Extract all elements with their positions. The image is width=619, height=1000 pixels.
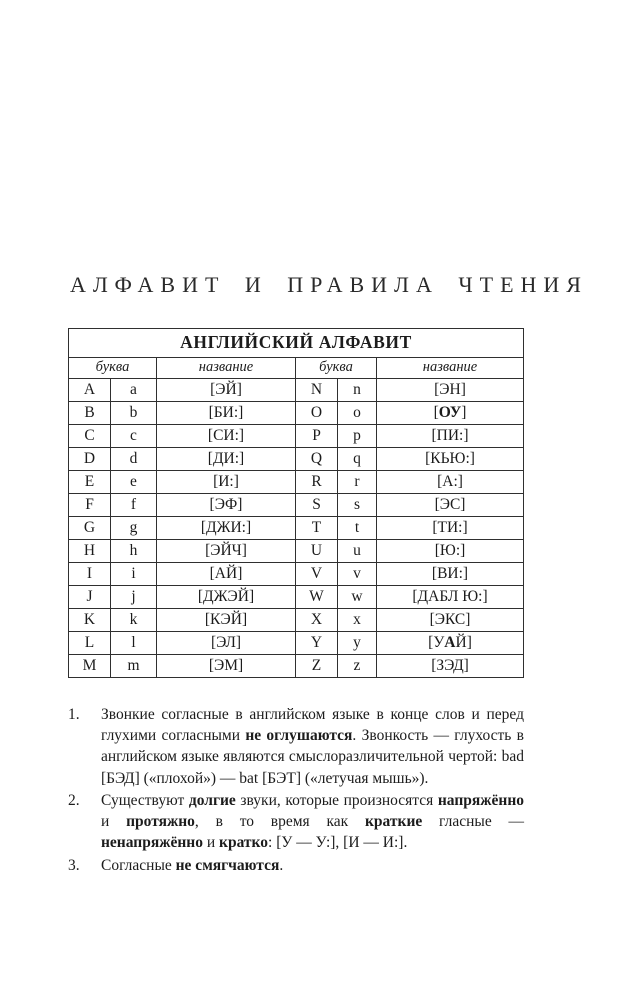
column-header-letter-right: буква (296, 358, 377, 379)
table-row (69, 655, 524, 678)
column-header-name-left: название (157, 358, 296, 379)
alphabet-table-body (69, 379, 524, 678)
letter-lower-cell: t (338, 517, 377, 540)
letter-lower-cell: s (338, 494, 377, 517)
table-row (69, 494, 524, 517)
letter-lower-cell: x (338, 609, 377, 632)
table-row (69, 540, 524, 563)
name-cell: [ЗЭД] (377, 655, 524, 678)
note-item (68, 790, 524, 854)
letter-upper-cell: P (296, 425, 338, 448)
note-text: Существуют долгие звуки, которые произносятся напряжённо и протяжно, в то время как краткие гласные — ненапряжённо и кратко: [У — У:], [И — И:]. (101, 791, 525, 852)
name-cell: [КЬЮ:] (377, 448, 524, 471)
letter-upper-cell: Y (296, 632, 338, 655)
letter-upper-cell: I (69, 563, 111, 586)
letter-upper-cell: A (69, 379, 111, 402)
table-row (69, 402, 524, 425)
letter-upper-cell: H (69, 540, 111, 563)
note-number: 1. (68, 706, 80, 723)
letter-lower-cell: j (111, 586, 157, 609)
table-row (69, 632, 524, 655)
notes-list (68, 704, 524, 876)
letter-upper-cell: D (69, 448, 111, 471)
letter-upper-cell: U (296, 540, 338, 563)
table-row (69, 425, 524, 448)
name-cell: [ЭФ] (157, 494, 296, 517)
letter-upper-cell: F (69, 494, 111, 517)
letter-lower-cell: d (111, 448, 157, 471)
letter-lower-cell: f (111, 494, 157, 517)
letter-lower-cell: o (338, 402, 377, 425)
letter-upper-cell: T (296, 517, 338, 540)
name-cell: [А:] (377, 471, 524, 494)
alphabet-table (68, 328, 524, 678)
name-cell: [ЭЙ] (157, 379, 296, 402)
letter-lower-cell: u (338, 540, 377, 563)
name-cell: [ДЖИ:] (157, 517, 296, 540)
note-number: 3. (68, 856, 80, 874)
letter-upper-cell: X (296, 609, 338, 632)
name-cell: [ЭЙЧ] (157, 540, 296, 563)
table-row (69, 471, 524, 494)
name-cell: [ДАБЛ Ю:] (377, 586, 524, 609)
letter-upper-cell: O (296, 402, 338, 425)
letter-lower-cell: b (111, 402, 157, 425)
letter-upper-cell: R (296, 471, 338, 494)
letter-lower-cell: k (111, 609, 157, 632)
letter-upper-cell: C (69, 425, 111, 448)
name-cell: [ЭЛ] (157, 632, 296, 655)
letter-lower-cell: q (338, 448, 377, 471)
letter-upper-cell: W (296, 586, 338, 609)
letter-upper-cell: B (69, 402, 111, 425)
name-cell: [ЭМ] (157, 655, 296, 678)
name-cell: [ПИ:] (377, 425, 524, 448)
letter-upper-cell: J (69, 586, 111, 609)
table-row (69, 448, 524, 471)
letter-lower-cell: v (338, 563, 377, 586)
letter-lower-cell: c (111, 425, 157, 448)
letter-upper-cell: S (296, 494, 338, 517)
note-item (68, 855, 524, 876)
name-cell: [ДИ:] (157, 448, 296, 471)
name-cell: [БИ:] (157, 402, 296, 425)
letter-lower-cell: i (111, 563, 157, 586)
table-title-row (69, 329, 524, 358)
letter-lower-cell: y (338, 632, 377, 655)
table-row (69, 586, 524, 609)
letter-lower-cell: e (111, 471, 157, 494)
name-cell: [ЭН] (377, 379, 524, 402)
table-row (69, 379, 524, 402)
note-text: Звонкие согласные в английском языке в конце слов и перед глухими согласными не оглушаются. Звонкость — глухость в английском языке являются смыслоразличительной чертой: bad [БЭД] («плохой») — bat [БЭТ] («летучая мышь»). (101, 706, 524, 787)
letter-upper-cell: M (69, 655, 111, 678)
letter-upper-cell: V (296, 563, 338, 586)
name-cell: [ЭКС] (377, 609, 524, 632)
letter-upper-cell: N (296, 379, 338, 402)
letter-lower-cell: r (338, 471, 377, 494)
letter-upper-cell: Q (296, 448, 338, 471)
table-row (69, 563, 524, 586)
letter-upper-cell: Z (296, 655, 338, 678)
letter-lower-cell: z (338, 655, 377, 678)
letter-lower-cell: n (338, 379, 377, 402)
page-title: АЛФАВИТ И ПРАВИЛА ЧТЕНИЯ (70, 272, 588, 297)
table-title: АНГЛИЙСКИЙ АЛФАВИТ (69, 329, 524, 358)
note-item (68, 704, 524, 789)
letter-lower-cell: a (111, 379, 157, 402)
column-header-name-right: название (377, 358, 524, 379)
name-cell: [КЭЙ] (157, 609, 296, 632)
table-row (69, 517, 524, 540)
note-text: Согласные не смягчаются. (101, 856, 284, 874)
name-cell: [ЭС] (377, 494, 524, 517)
name-cell: [ТИ:] (377, 517, 524, 540)
letter-lower-cell: m (111, 655, 157, 678)
name-cell: [СИ:] (157, 425, 296, 448)
table-header-row (69, 358, 524, 379)
letter-upper-cell: K (69, 609, 111, 632)
name-cell: [ВИ:] (377, 563, 524, 586)
letter-lower-cell: l (111, 632, 157, 655)
name-cell: [ОУ] (377, 402, 524, 425)
letter-upper-cell: L (69, 632, 111, 655)
name-cell: [Ю:] (377, 540, 524, 563)
letter-upper-cell: G (69, 517, 111, 540)
name-cell: [УАЙ] (377, 632, 524, 655)
letter-lower-cell: p (338, 425, 377, 448)
table-row (69, 609, 524, 632)
letter-upper-cell: E (69, 471, 111, 494)
note-number: 2. (68, 791, 80, 809)
column-header-letter-left: буква (69, 358, 157, 379)
letter-lower-cell: h (111, 540, 157, 563)
letter-lower-cell: w (338, 586, 377, 609)
name-cell: [ДЖЭЙ] (157, 586, 296, 609)
name-cell: [И:] (157, 471, 296, 494)
letter-lower-cell: g (111, 517, 157, 540)
name-cell: [АЙ] (157, 563, 296, 586)
